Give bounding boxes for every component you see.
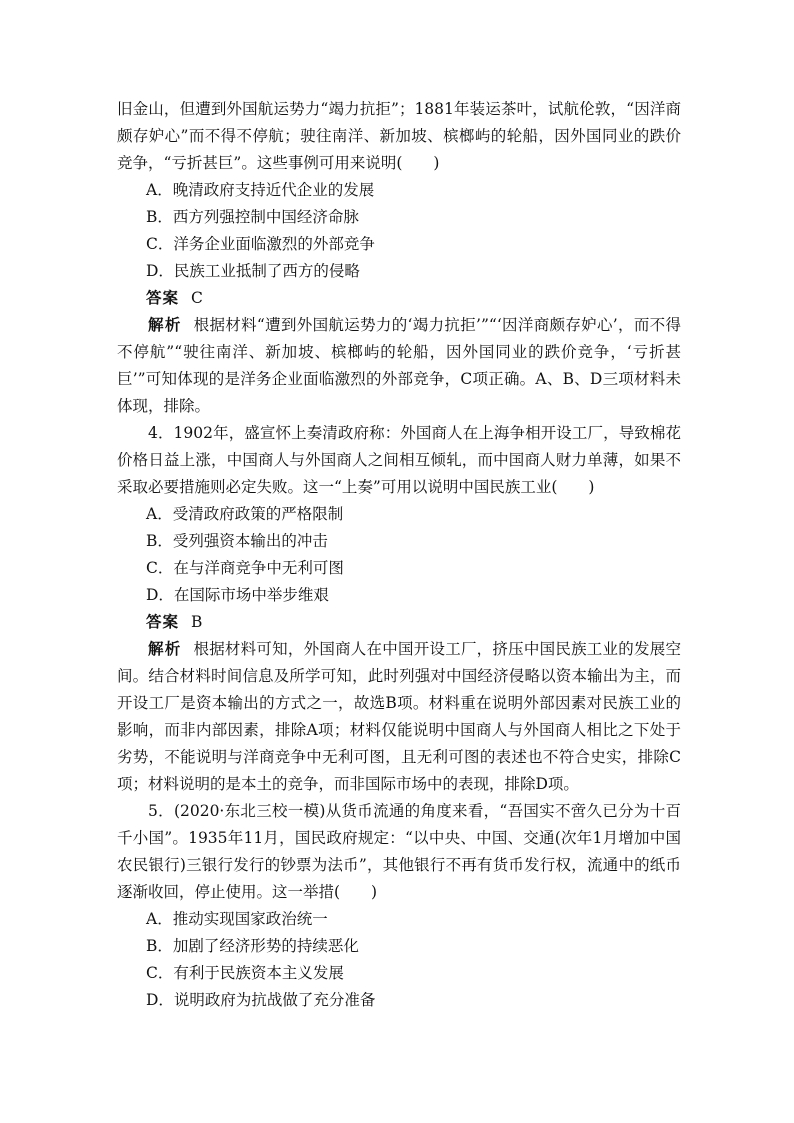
analysis-text: 根据材料可知，外国商人在中国开设工厂，挤压中国民族工业的发展空间。结合材料时间信息及所学可知，此时列强对中国经济侵略以资本输出为主，而开设工厂是资本输出的方式之一，故选B项。材料重在说明外部因素对民族工业的影响，而非内部因素，排除A项；材料仅能说明中国商人与外国商人相比之下处于劣势，不能说明与洋商竞争中无利可图，且无利可图的表述也不符合史实，排除C项；材料说明的是本土的竞争，而非国际市场中的表现，排除D项。 — [117, 640, 681, 793]
question-4-option-b: B．受列强资本输出的冲击 — [146, 532, 328, 550]
analysis-label: 解析 — [148, 640, 182, 658]
question-5-option-c: C．有利于民族资本主义发展 — [146, 964, 344, 982]
question-5-option-a: A．推动实现国家政治统一 — [146, 910, 328, 928]
question-3-option-c: C．洋务企业面临激烈的外部竞争 — [146, 235, 375, 253]
answer-value: B — [191, 613, 203, 631]
question-4-option-d: D．在国际市场中举步维艰 — [146, 586, 329, 604]
question-3-option-b: B．西方列强控制中国经济命脉 — [146, 208, 359, 226]
question-5-option-b: B．加剧了经济形势的持续恶化 — [146, 937, 359, 955]
question-4-analysis — [117, 636, 681, 798]
question-4-option-a: A．受清政府政策的严格限制 — [146, 505, 344, 523]
question-3-stem: 旧金山，但遭到外国航运势力“竭力抗拒”；1881年装运茶叶，试航伦敦，“因洋商颇存妒心”而不得不停航；驶往南洋、新加坡、槟榔屿的轮船，因外国同业的跌价竞争，“亏折甚巨”。这些事例可用来说明( ) — [117, 100, 681, 172]
analysis-text: 根据材料“遭到外国航运势力的‘竭力抗拒’”“‘因洋商颇存妒心’，而不得不停航”“驶往南洋、新加坡、槟榔屿的轮船，因外国同业的跌价竞争，‘亏折甚巨’”可知体现的是洋务企业面临激烈的外部竞争，C项正确。A、B、D三项材料未体现，排除。 — [117, 316, 681, 415]
question-4-answer — [117, 609, 681, 636]
answer-label: 答案 — [146, 289, 180, 307]
answer-label: 答案 — [146, 613, 180, 631]
question-5-option-d: D．说明政府为抗战做了充分准备 — [146, 991, 376, 1009]
question-3-analysis — [117, 312, 681, 420]
question-4-stem: 4．1902年，盛宣怀上奏清政府称：外国商人在上海争相开设工厂，导致棉花价格日益上涨，中国商人与外国商人之间相互倾轧，而中国商人财力单薄，如果不采取必要措施则必定失败。这一“上奏”可用以说明中国民族工业( ) — [117, 424, 681, 496]
question-3-option-a: A．晚清政府支持近代企业的发展 — [146, 181, 375, 199]
page-content — [117, 96, 681, 1014]
answer-value: C — [191, 289, 203, 307]
question-5-stem: 5．(2020·东北三校一模)从货币流通的角度来看，“吾国实不啻久已分为十百千小国”。1935年11月，国民政府规定：“以中央、中国、交通(次年1月增加中国农民银行)三银行发行的钞票为法币”，其他银行不再有货币发行权，流通中的纸币逐渐收回，停止使用。这一举措( ) — [117, 802, 681, 901]
analysis-label: 解析 — [148, 316, 182, 334]
question-3-answer — [117, 285, 681, 312]
question-4-option-c: C．在与洋商竞争中无利可图 — [146, 559, 344, 577]
question-3-option-d: D．民族工业抵制了西方的侵略 — [146, 262, 360, 280]
